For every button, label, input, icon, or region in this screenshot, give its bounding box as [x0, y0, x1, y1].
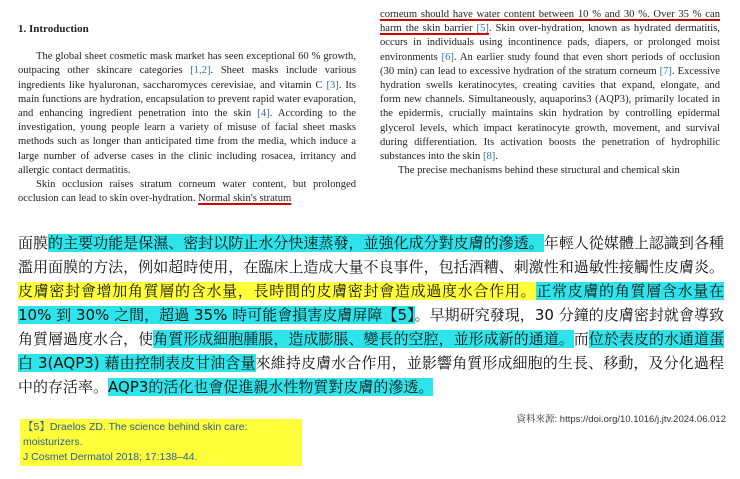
text-segment: . An earlier study found that even short periods of occlusion (30 min) can lead to excessive hydration of the stratum corneum — [380, 51, 720, 77]
highlighted-text: 皮膚密封會增加角質層的含水量，長時間的皮膚密封會造成過度水合作用。 — [18, 282, 537, 300]
source-note: 資料來源: https://doi.org/10.1016/j.jtv.2024.06.012 — [516, 414, 726, 425]
text-segment: Normal skin's stratum — [198, 193, 292, 205]
citation-line-2: J Cosmet Dermatol 2018; 17:138–44. — [23, 451, 198, 463]
text-segment: . Its main functions are hydration, encapsulation to prevent rapid water evaporation, and enhancing ingredient penetration into the skin — [18, 79, 356, 120]
text-segment: 面膜 — [18, 234, 49, 252]
text-segment: . Sheet masks include various ingredients like hyaluronan, saccharomyces cerevisiae, and vitamin C — [18, 65, 356, 91]
highlighted-text: AQP3的活化也會促進親水性物質對皮膚的滲透。 — [108, 378, 434, 396]
reference-link[interactable]: [7] — [659, 65, 672, 77]
citation-line-1: 【5】Draelos ZD. The science behind skin care: moisturizers. — [23, 421, 248, 448]
text-segment: . According to the investigation, young people learn a variety of misuse of facial sheet masks methods such as longer than anticipated time from the media, which induce a large number of adverse cases in the clinic including rosacea, irritancy and allergic contact dermatitis. — [18, 108, 356, 176]
right-column — [380, 8, 720, 178]
text-segment: 。早期研究發現，30 分鐘的皮膚密封就會導致角質層過度水合，使 — [18, 306, 725, 348]
reference-link[interactable]: [4] — [257, 108, 270, 120]
text-segment: 而 — [573, 330, 589, 348]
left-paragraph-2 — [18, 178, 356, 206]
highlighted-text: 正常皮膚的角質層含水量在10% 到 30% 之間，超過 35% 時可能會損害皮膚屏障【5】 — [18, 282, 724, 324]
right-paragraph-2: The precise mechanisms behind these structural and chemical skin — [398, 165, 680, 177]
text-segment: 年輕人從媒體上認識到各種濫用面膜的方法，例如超時使用，在臨床上造成大量不良事件，包括酒糟、刺激性和過敏性接觸性皮膚炎。 — [18, 234, 724, 276]
reference-link[interactable]: [5] — [476, 23, 489, 35]
section-heading: 1. Introduction — [18, 23, 89, 35]
text-segment: . Excessive hydration swells keratinocytes, creating cavities that expand, elongate, and form new channels. Simultaneously, aquaporins3 (AQP3), primarily located in the epidermis, crucially maintains skin hydration by controlling epidermal glycerol levels, which impact keratinocyte growth, movement, and survival during differentiation. Its activation boosts the penetration of hydrophilic substances into the skin — [380, 65, 720, 163]
text-segment: The global sheet cosmetic mask market has seen exceptional 60 % growth, outpacing other skincare categories — [18, 51, 356, 77]
reference-link[interactable]: [6] — [441, 51, 454, 63]
text-segment: . — [495, 151, 498, 163]
text-segment: Skin occlusion raises stratum corneum water content, but prolonged occlusion can lead to skin over-hydration. — [18, 179, 356, 205]
left-paragraph-1 — [18, 50, 356, 178]
highlighted-text: 位於表皮的水通道蛋白 3(AQP3) 藉由控制表皮甘油含量 — [18, 330, 724, 372]
reference-link[interactable]: [3] — [326, 79, 339, 91]
text-segment: corneum should have water content between 10 % and 30 %. Over 35 % can harm the skin barrier — [380, 9, 720, 35]
text-segment: . Skin over-hydration, known as hydrated dermatitis, occurs in individuals using incontinence pads, diapers, or prolonged moist environments — [380, 23, 720, 63]
right-paragraph-1 — [380, 8, 720, 164]
highlighted-text: 的主要功能是保濕、密封以防止水分快速蒸發，並強化成分對皮膚的滲透。 — [48, 234, 544, 252]
chinese-summary — [18, 231, 724, 399]
highlighted-text: 角質形成細胞腫脹，造成膨脹、變長的空腔，並形成新的通道。 — [153, 330, 574, 348]
reference-link[interactable]: [8] — [482, 151, 496, 163]
reference-link[interactable]: [1,2] — [190, 65, 211, 77]
left-column — [18, 8, 356, 206]
citation-box — [20, 419, 302, 466]
text-segment: 來維持皮膚水合作用，並影響角質形成細胞的生長、移動，及分化過程中的存活率。 — [18, 354, 724, 396]
